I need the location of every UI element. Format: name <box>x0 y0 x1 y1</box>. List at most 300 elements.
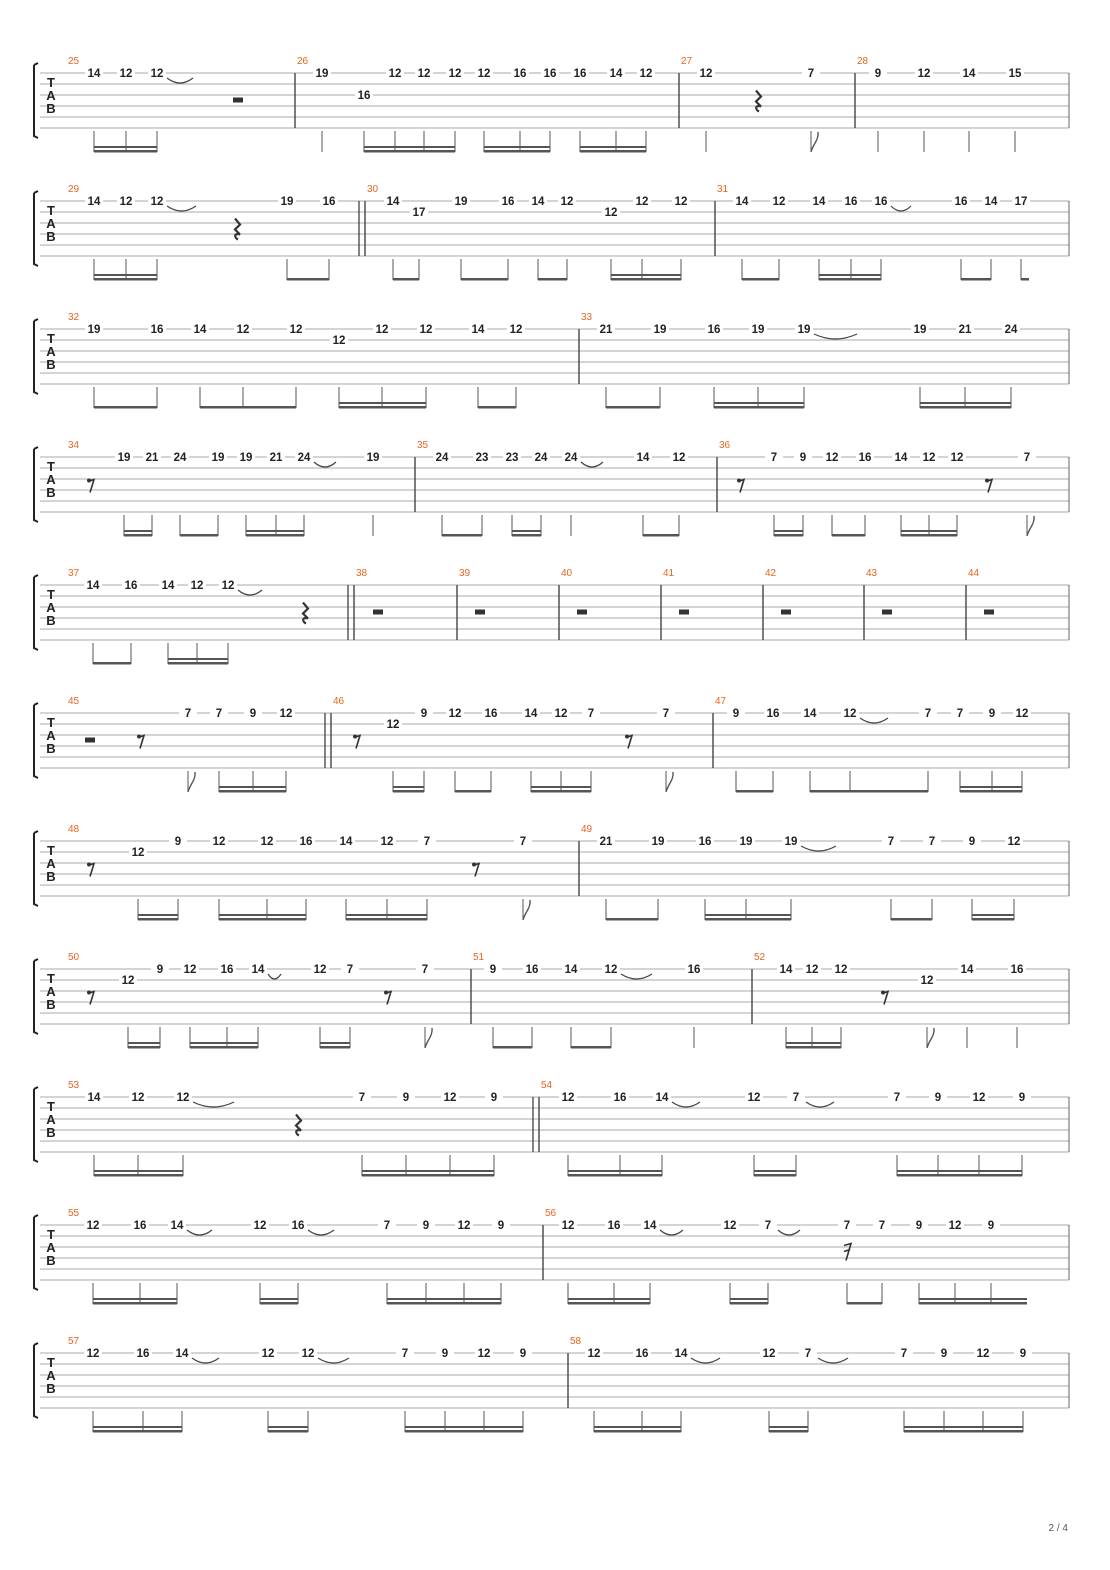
fret-number: 7 <box>519 836 527 848</box>
tie <box>621 974 652 979</box>
beam <box>200 406 296 409</box>
beam <box>819 278 881 281</box>
tab-clef-letter: A <box>46 856 56 871</box>
fret-number: 19 <box>784 836 798 848</box>
tab-clef-letter: T <box>47 1355 55 1370</box>
beam <box>246 530 304 532</box>
tie <box>860 718 888 723</box>
fret-number: 14 <box>251 964 265 976</box>
beam <box>580 146 646 148</box>
tab-clef-letter: B <box>46 485 56 500</box>
measure-number: 48 <box>68 824 80 835</box>
beam <box>786 1042 841 1044</box>
fret-number: 7 <box>928 836 936 848</box>
beam <box>260 1298 298 1300</box>
beam <box>571 1046 611 1049</box>
system-bracket <box>34 703 38 778</box>
fret-number: 9 <box>156 964 164 976</box>
beam <box>606 406 660 409</box>
tab-clef-letter: B <box>46 1125 56 1140</box>
beam <box>455 790 491 793</box>
beam <box>736 790 773 793</box>
fret-number: 9 <box>489 964 497 976</box>
fret-number: 9 <box>174 836 182 848</box>
system-bracket <box>34 63 38 138</box>
fret-number: 9 <box>420 708 428 720</box>
measure-number: 55 <box>68 1208 80 1219</box>
quarter-rest <box>296 1115 301 1136</box>
tie <box>801 846 836 851</box>
fret-number: 12 <box>825 452 839 464</box>
tab-clef-letter: A <box>46 728 56 743</box>
tab-system <box>34 1080 1069 1176</box>
tab-clef-letter: T <box>47 843 55 858</box>
fret-number: 9 <box>940 1348 948 1360</box>
fret-number: 23 <box>475 452 489 464</box>
tie <box>691 1358 720 1363</box>
tab-system <box>34 952 1069 1048</box>
fret-number: 12 <box>477 68 491 80</box>
measure-number: 56 <box>545 1208 557 1219</box>
beam <box>346 918 427 921</box>
half-rest <box>679 610 689 615</box>
fret-number: 12 <box>587 1348 601 1360</box>
fret-number: 16 <box>525 964 539 976</box>
tab-clef-letter: T <box>47 1099 55 1114</box>
eighth-rest <box>473 864 479 877</box>
fret-number: 14 <box>87 1092 101 1104</box>
fret-number: 12 <box>747 1092 761 1104</box>
fret-number: 12 <box>176 1092 190 1104</box>
fret-number: 19 <box>87 324 101 336</box>
beam <box>94 146 157 148</box>
beam <box>246 534 304 537</box>
fret-number: 9 <box>519 1348 527 1360</box>
fret-number: 24 <box>435 452 449 464</box>
beam <box>320 1046 350 1049</box>
page-number: 2 / 4 <box>1048 1523 1068 1534</box>
fret-number: 12 <box>417 68 431 80</box>
half-rest <box>475 610 485 615</box>
fret-number: 12 <box>375 324 389 336</box>
fret-number: 14 <box>386 196 400 208</box>
beam <box>364 150 455 153</box>
beam <box>346 914 427 916</box>
system-bracket <box>34 1087 38 1162</box>
fret-number: 9 <box>1019 1348 1027 1360</box>
fret-number: 9 <box>497 1220 505 1232</box>
fret-number: 9 <box>915 1220 923 1232</box>
beam <box>124 534 152 537</box>
fret-number: 12 <box>212 836 226 848</box>
fret-number: 12 <box>289 324 303 336</box>
beam <box>1021 278 1029 281</box>
fret-number: 16 <box>322 196 336 208</box>
beam <box>128 1042 160 1044</box>
fret-number: 12 <box>301 1348 315 1360</box>
tab-clef-letter: B <box>46 101 56 116</box>
fret-number: 12 <box>121 975 135 987</box>
fret-number: 19 <box>653 324 667 336</box>
half-rest <box>882 610 892 615</box>
tab-system <box>34 1208 1069 1304</box>
beam <box>362 1170 494 1172</box>
beam <box>339 406 426 409</box>
fret-number: 9 <box>249 708 257 720</box>
measure-number: 32 <box>68 312 80 323</box>
fret-number: 9 <box>490 1092 498 1104</box>
beam <box>920 406 1011 409</box>
fret-number: 12 <box>332 335 346 347</box>
beam <box>484 150 550 153</box>
beam <box>190 1042 258 1044</box>
fret-number: 14 <box>643 1220 657 1232</box>
fret-number: 12 <box>131 847 145 859</box>
fret-number: 16 <box>954 196 968 208</box>
tab-clef-letter: A <box>46 216 56 231</box>
beam <box>512 530 541 532</box>
fret-number: 15 <box>1008 68 1022 80</box>
fret-number: 7 <box>423 836 431 848</box>
system-bracket <box>34 575 38 650</box>
fret-number: 12 <box>131 1092 145 1104</box>
tie <box>308 1230 334 1235</box>
fret-number: 12 <box>313 964 327 976</box>
beam <box>362 1174 494 1177</box>
fret-number: 21 <box>599 836 613 848</box>
fret-number: 12 <box>805 964 819 976</box>
fret-number: 14 <box>812 196 826 208</box>
fret-number: 9 <box>732 708 740 720</box>
fret-number: 14 <box>960 964 974 976</box>
beam <box>405 1430 523 1433</box>
tab-clef-letter: B <box>46 741 56 756</box>
beam <box>960 790 1022 793</box>
measure-number: 33 <box>581 312 593 323</box>
fret-number: 16 <box>299 836 313 848</box>
fret-number: 7 <box>764 1220 772 1232</box>
beam <box>705 914 791 916</box>
measure-number: 52 <box>754 952 766 963</box>
tab-system <box>34 1336 1069 1432</box>
fret-number: 12 <box>699 68 713 80</box>
beam <box>847 1302 882 1305</box>
note-flag <box>811 132 818 152</box>
fret-number: 12 <box>448 708 462 720</box>
beam <box>405 1426 523 1428</box>
fret-number: 12 <box>972 1092 986 1104</box>
fret-number: 14 <box>161 580 175 592</box>
quarter-rest <box>303 603 308 624</box>
beam <box>94 150 157 153</box>
fret-number: 12 <box>221 580 235 592</box>
fret-number: 12 <box>477 1348 491 1360</box>
tab-clef-letter: A <box>46 88 56 103</box>
beam <box>904 1426 1023 1428</box>
fret-number: 24 <box>173 452 187 464</box>
eighth-rest <box>385 992 391 1005</box>
fret-number: 7 <box>662 708 670 720</box>
fret-number: 23 <box>505 452 519 464</box>
fret-number: 14 <box>609 68 623 80</box>
beam <box>493 1046 532 1049</box>
beam <box>568 1298 650 1300</box>
tie <box>318 1358 349 1363</box>
beam <box>219 914 306 916</box>
beam <box>774 530 803 532</box>
fret-number: 16 <box>613 1092 627 1104</box>
note-flag <box>927 1028 934 1048</box>
beam <box>268 1426 308 1428</box>
system-bracket <box>34 831 38 906</box>
measure-number: 31 <box>717 184 729 195</box>
tab-system <box>34 56 1069 152</box>
tab-clef-letter: B <box>46 1381 56 1396</box>
tie <box>314 462 336 467</box>
note-flag <box>1027 516 1034 536</box>
fret-number: 12 <box>380 836 394 848</box>
beam <box>901 530 957 532</box>
tab-clef-letter: B <box>46 229 56 244</box>
fret-number: 12 <box>762 1348 776 1360</box>
measure-number: 45 <box>68 696 80 707</box>
tab-system <box>34 824 1069 920</box>
half-rest <box>233 98 243 103</box>
fret-number: 14 <box>87 68 101 80</box>
fret-number: 21 <box>958 324 972 336</box>
fret-number: 12 <box>674 196 688 208</box>
fret-number: 12 <box>86 1348 100 1360</box>
fret-number: 21 <box>145 452 159 464</box>
fret-number: 14 <box>524 708 538 720</box>
fret-number: 12 <box>976 1348 990 1360</box>
beam <box>287 278 329 281</box>
beam <box>594 1430 681 1433</box>
fret-number: 12 <box>635 196 649 208</box>
fret-number: 9 <box>987 1220 995 1232</box>
beam <box>897 1174 1022 1177</box>
fret-number: 9 <box>968 836 976 848</box>
fret-number: 7 <box>346 964 354 976</box>
fret-number: 7 <box>421 964 429 976</box>
note-flag <box>666 772 673 792</box>
fret-number: 14 <box>803 708 817 720</box>
fret-number: 9 <box>402 1092 410 1104</box>
beam <box>531 790 591 793</box>
fret-number: 12 <box>448 68 462 80</box>
measure-number: 51 <box>473 952 485 963</box>
beam <box>219 790 286 793</box>
beam <box>93 1426 182 1428</box>
fret-number: 19 <box>739 836 753 848</box>
tie <box>167 206 196 211</box>
beam <box>393 790 424 793</box>
measure-number: 47 <box>715 696 727 707</box>
beam <box>754 1174 796 1177</box>
tab-clef-letter: T <box>47 587 55 602</box>
measure-number: 38 <box>356 568 368 579</box>
tie <box>778 1230 800 1235</box>
tie <box>167 78 193 83</box>
fret-number: 16 <box>543 68 557 80</box>
eighth-rest <box>88 480 94 493</box>
measure-number: 29 <box>68 184 80 195</box>
measure-number: 25 <box>68 56 80 67</box>
fret-number: 12 <box>834 964 848 976</box>
fret-number: 7 <box>924 708 932 720</box>
measure-number: 28 <box>857 56 869 67</box>
fret-number: 9 <box>422 1220 430 1232</box>
beam <box>904 1430 1023 1433</box>
fret-number: 14 <box>471 324 485 336</box>
tie <box>814 334 857 339</box>
fret-number: 16 <box>513 68 527 80</box>
fret-number: 9 <box>1018 1092 1026 1104</box>
fret-number: 14 <box>339 836 353 848</box>
beam <box>769 1426 808 1428</box>
fret-number: 19 <box>366 452 380 464</box>
fret-number: 12 <box>950 452 964 464</box>
tab-system <box>34 568 1069 664</box>
measure-number: 49 <box>581 824 593 835</box>
fret-number: 14 <box>735 196 749 208</box>
beam <box>138 918 178 921</box>
fret-number: 19 <box>751 324 765 336</box>
fret-number: 19 <box>651 836 665 848</box>
tab-clef-letter: B <box>46 613 56 628</box>
fret-number: 14 <box>779 964 793 976</box>
fret-number: 16 <box>607 1220 621 1232</box>
tie <box>660 1230 683 1235</box>
beam <box>810 790 928 793</box>
tab-clef-letter: T <box>47 331 55 346</box>
fret-number: 16 <box>220 964 234 976</box>
beam <box>94 274 157 276</box>
tab-clef-letter: A <box>46 472 56 487</box>
tab-clef-letter: T <box>47 715 55 730</box>
half-rest <box>577 610 587 615</box>
fret-number: 12 <box>388 68 402 80</box>
measure-number: 27 <box>681 56 693 67</box>
fret-number: 12 <box>457 1220 471 1232</box>
fret-number: 14 <box>87 196 101 208</box>
measure-number: 57 <box>68 1336 80 1347</box>
tab-clef-letter: A <box>46 1368 56 1383</box>
beam <box>94 1170 183 1172</box>
fret-number: 12 <box>922 452 936 464</box>
fret-number: 12 <box>509 324 523 336</box>
tab-clef-letter: A <box>46 984 56 999</box>
tie <box>268 974 281 979</box>
eighth-rest <box>882 992 888 1005</box>
beam <box>594 1426 681 1428</box>
fret-number: 12 <box>772 196 786 208</box>
beam <box>364 146 455 148</box>
tab-clef-letter: A <box>46 600 56 615</box>
fret-number: 14 <box>636 452 650 464</box>
measure-number: 53 <box>68 1080 80 1091</box>
tie <box>581 462 603 467</box>
fret-number: 19 <box>117 452 131 464</box>
system-bracket <box>34 191 38 266</box>
fret-number: 7 <box>358 1092 366 1104</box>
beam <box>606 918 658 921</box>
fret-number: 16 <box>501 196 515 208</box>
fret-number: 12 <box>443 1092 457 1104</box>
eighth-rest <box>986 480 992 493</box>
system-bracket <box>34 1343 38 1418</box>
fret-number: 9 <box>988 708 996 720</box>
fret-number: 12 <box>917 68 931 80</box>
tab-clef-letter: A <box>46 1112 56 1127</box>
beam <box>901 534 957 537</box>
beam <box>219 918 306 921</box>
quarter-rest <box>756 91 761 112</box>
half-rest <box>85 738 95 743</box>
fret-number: 16 <box>844 196 858 208</box>
fret-number: 12 <box>150 196 164 208</box>
fret-number: 16 <box>150 324 164 336</box>
tab-clef-letter: B <box>46 869 56 884</box>
fret-number: 12 <box>604 964 618 976</box>
fret-number: 7 <box>383 1220 391 1232</box>
eighth-rest <box>138 736 144 749</box>
fret-number: 14 <box>655 1092 669 1104</box>
half-rest <box>781 610 791 615</box>
fret-number: 16 <box>484 708 498 720</box>
measure-number: 54 <box>541 1080 553 1091</box>
fret-number: 24 <box>534 452 548 464</box>
tie <box>192 1358 219 1363</box>
beam <box>897 1170 1022 1172</box>
fret-number: 14 <box>175 1348 189 1360</box>
beam <box>531 786 591 788</box>
tie <box>672 1102 700 1107</box>
fret-number: 24 <box>297 452 311 464</box>
tie <box>193 1102 234 1107</box>
tab-clef-letter: T <box>47 203 55 218</box>
fret-number: 19 <box>315 68 329 80</box>
measure-number: 37 <box>68 568 80 579</box>
fret-number: 16 <box>291 1220 305 1232</box>
fret-number: 7 <box>893 1092 901 1104</box>
system-bracket <box>34 447 38 522</box>
measure-number: 58 <box>570 1336 582 1347</box>
fret-number: 16 <box>1010 964 1024 976</box>
fret-number: 9 <box>874 68 882 80</box>
fret-number: 17 <box>1014 196 1028 208</box>
beam <box>94 1174 183 1177</box>
beam <box>190 1046 258 1049</box>
measure-number: 50 <box>68 952 80 963</box>
tab-clef-letter: T <box>47 1227 55 1242</box>
fret-number: 16 <box>687 964 701 976</box>
fret-number: 16 <box>858 452 872 464</box>
fret-number: 7 <box>770 452 778 464</box>
beam <box>93 1302 177 1305</box>
fret-number: 7 <box>587 708 595 720</box>
fret-number: 14 <box>531 196 545 208</box>
beam <box>919 1302 1027 1305</box>
fret-number: 7 <box>401 1348 409 1360</box>
beam <box>714 406 804 409</box>
fret-number: 16 <box>133 1220 147 1232</box>
fret-number: 7 <box>807 68 815 80</box>
fret-number: 12 <box>948 1220 962 1232</box>
beam <box>260 1302 298 1305</box>
measure-number: 42 <box>765 568 777 579</box>
beam <box>128 1046 160 1049</box>
